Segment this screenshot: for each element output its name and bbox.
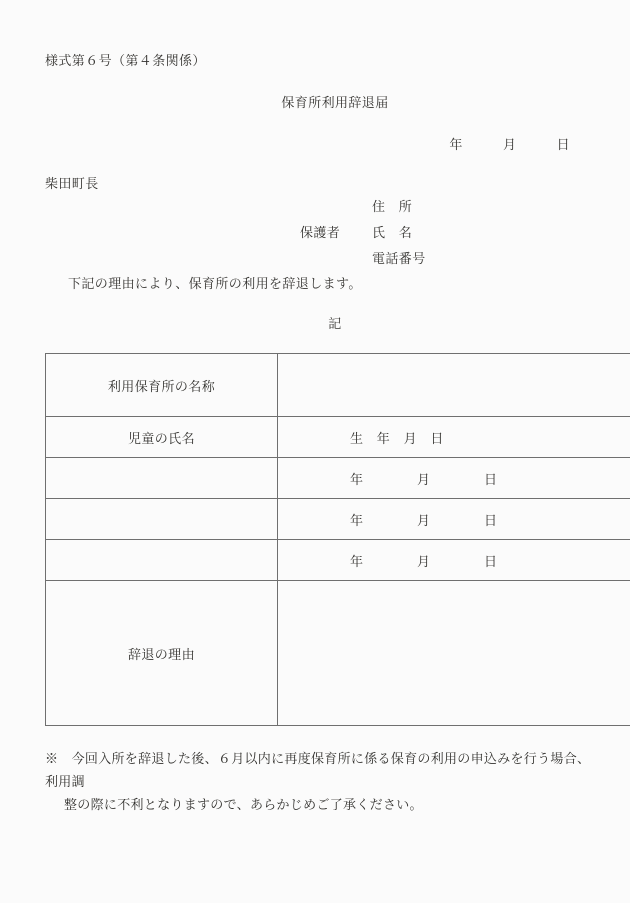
guardian-group-label: 保護者 <box>300 225 341 240</box>
table-cell-value[interactable]: 年 月 日 <box>278 458 630 499</box>
footnote-line-1: ※ 今回入所を辞退した後、６月以内に再度保育所に係る保育の利用の申込みを行う場合、利用調 <box>45 751 591 789</box>
table-cell-label: 辞退の理由 <box>46 581 278 726</box>
table-row <box>46 540 630 581</box>
table-row <box>46 458 630 499</box>
table-cell-label[interactable] <box>46 499 278 540</box>
guardian-phone-label: 電話番号 <box>372 251 426 266</box>
table-cell-value[interactable]: 生 年 月 日 <box>278 417 630 458</box>
guardian-block <box>300 196 426 267</box>
guardian-address-label: 住 所 <box>372 199 413 214</box>
table-cell-value[interactable] <box>278 354 630 417</box>
footnote-line-2: 整の際に不利となりますので、あらかじめご了承ください。 <box>64 796 423 812</box>
table-row <box>46 499 630 540</box>
table-cell-value[interactable] <box>278 581 630 726</box>
table-row <box>46 354 630 417</box>
body-sentence: 下記の理由により、保育所の利用を辞退します。 <box>68 276 362 291</box>
table-cell-value[interactable]: 年 月 日 <box>278 499 630 540</box>
table-cell-label[interactable] <box>46 458 278 499</box>
table-cell-label[interactable] <box>46 540 278 581</box>
table-cell-value[interactable]: 年 月 日 <box>278 540 630 581</box>
table-cell-label: 利用保育所の名称 <box>46 354 278 417</box>
table-row <box>46 581 630 726</box>
ki-mark: 記 <box>328 316 342 331</box>
footnote <box>45 748 597 816</box>
table-cell-label: 児童の氏名 <box>46 417 278 458</box>
table-row <box>46 417 630 458</box>
date-line: 年 月 日 <box>449 137 570 152</box>
guardian-name-label: 氏 名 <box>372 225 413 240</box>
document-title: 保育所利用辞退届 <box>281 95 389 110</box>
application-table <box>45 353 630 726</box>
addressee: 柴田町長 <box>45 176 99 191</box>
form-number: 様式第６号（第４条関係） <box>45 53 206 68</box>
